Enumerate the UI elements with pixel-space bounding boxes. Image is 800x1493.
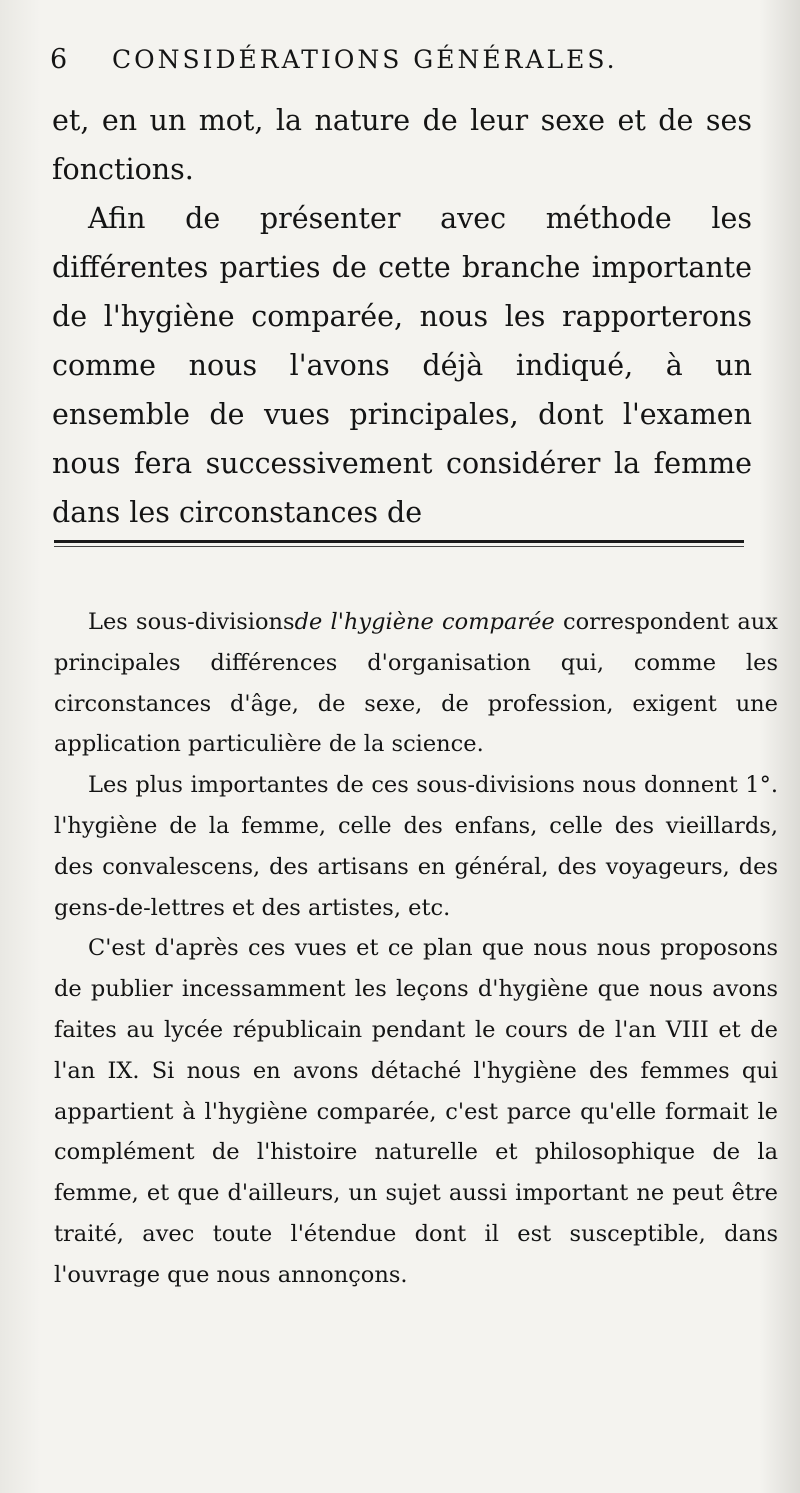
footnote-p1-rest: correspondent aux principales différences d'organisation qui, comme les circonstances d'âge, de sexe, de profession, exigent une application particulière de la science. [54,609,778,758]
footnote-paragraph-2: Les plus importantes de ces sous-divisions nous donnent 1°. l'hygiène de la femme, celle des enfans, celle des vieillards, des convalescens, des artisans en général, des voyageurs, des gens-de-lettres et des artistes, etc. [54,772,778,921]
footnote-separator-thin-rule [54,546,744,547]
main-text [52,96,752,537]
running-head [50,44,690,84]
running-title: CONSIDÉRATIONS GÉNÉRALES. [112,45,618,74]
footnote-separator-rule [54,540,744,543]
footnote-p1-lead: Les sous-divisions [88,609,295,635]
main-paragraph-1: et, en un mot, la nature de leur sexe et de ses fonctions. [52,104,752,186]
footnote [54,602,778,1296]
main-paragraph-2: Afin de présenter avec méthode les différentes parties de cette branche importante de l'hygiène comparée, nous les rapporterons comme nous l'avons déjà indiqué, à un ensemble de vues principales, dont l'examen nous fera successivement considérer la femme dans les circonstances de [52,202,752,529]
footnote-paragraph-1 [54,602,778,765]
footnote-p1-italic: de l'hygiène comparée [294,609,555,635]
page-number: 6 [50,44,70,75]
footnote-paragraph-3: C'est d'après ces vues et ce plan que nous nous proposons de publier incessamment les leçons d'hygiène que nous avons faites au lycée républicain pendant le cours de l'an VIII et de l'an IX. Si nous en avons détaché l'hygiène des femmes qui appartient à l'hygiène comparée, c'est parce qu'elle formait le complément de l'histoire naturelle et philosophique de la femme, et que d'ailleurs, un sujet aussi important ne peut être traité, avec toute l'étendue dont il est susceptible, dans l'ouvrage que nous annonçons. [54,935,778,1288]
